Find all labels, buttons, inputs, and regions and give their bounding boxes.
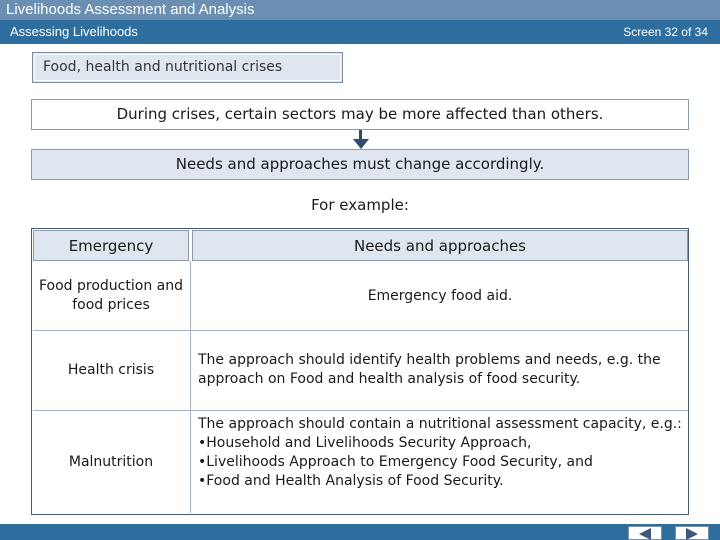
statement-1-text: During crises, certain sectors may be more affected than others. <box>116 105 604 123</box>
row-divider-2 <box>33 410 688 411</box>
triangle-left-icon <box>639 528 651 540</box>
header-emergency <box>33 230 189 261</box>
row-3-bullet-1: •Household and Livelihoods Security Approach, <box>198 435 532 451</box>
table-row-2-approach <box>192 332 688 408</box>
topic-label: Food, health and nutritional crises <box>43 59 283 75</box>
previous-button[interactable] <box>628 526 662 540</box>
table-row-1-approach <box>192 264 688 328</box>
table-row-3-emergency <box>33 412 189 512</box>
table-row-2-emergency <box>33 332 189 408</box>
statement-2-text: Needs and approaches must change accordingly. <box>175 155 545 173</box>
row-3-bullet-2: •Livelihoods Approach to Emergency Food Security, and <box>198 454 593 470</box>
header-needs-approaches <box>192 230 688 261</box>
course-title-bar <box>0 0 720 20</box>
triangle-right-icon <box>686 528 698 540</box>
statement-box-2 <box>31 149 689 180</box>
row-3-bullet-3: •Food and Health Analysis of Food Security. <box>198 473 504 489</box>
column-divider <box>190 261 191 513</box>
module-bar <box>0 20 720 44</box>
example-label: For example: <box>311 196 409 214</box>
next-button[interactable] <box>675 526 709 540</box>
table-row-1-emergency <box>33 264 189 328</box>
header-needs-approaches-text: Needs and approaches <box>353 236 526 255</box>
row-divider-1 <box>33 330 688 331</box>
row-2-emergency-text: Health crisis <box>67 362 155 378</box>
course-title: Livelihoods Assessment and Analysis <box>6 1 255 18</box>
statement-box-1 <box>31 99 689 130</box>
row-1-approach-text: Emergency food aid. <box>367 288 513 304</box>
row-2-approach-text: The approach should identify health problems and needs, e.g. the approach on Food and health analysis of food security. <box>198 352 661 387</box>
screen-counter: Screen 32 of 34 <box>623 25 708 39</box>
row-3-emergency-text: Malnutrition <box>68 454 154 470</box>
emergency-table <box>31 228 689 515</box>
module-title: Assessing Livelihoods <box>10 24 138 39</box>
table-row-3-approach <box>192 415 688 511</box>
down-arrow-icon <box>353 139 369 149</box>
footer-bar <box>0 524 720 540</box>
row-3-approach-intro: The approach should contain a nutritional assessment capacity, e.g.: <box>198 416 682 432</box>
header-emergency-text: Emergency <box>68 236 154 255</box>
topic-label-box <box>32 52 343 83</box>
row-1-emergency-text: Food production and food prices <box>39 278 183 313</box>
